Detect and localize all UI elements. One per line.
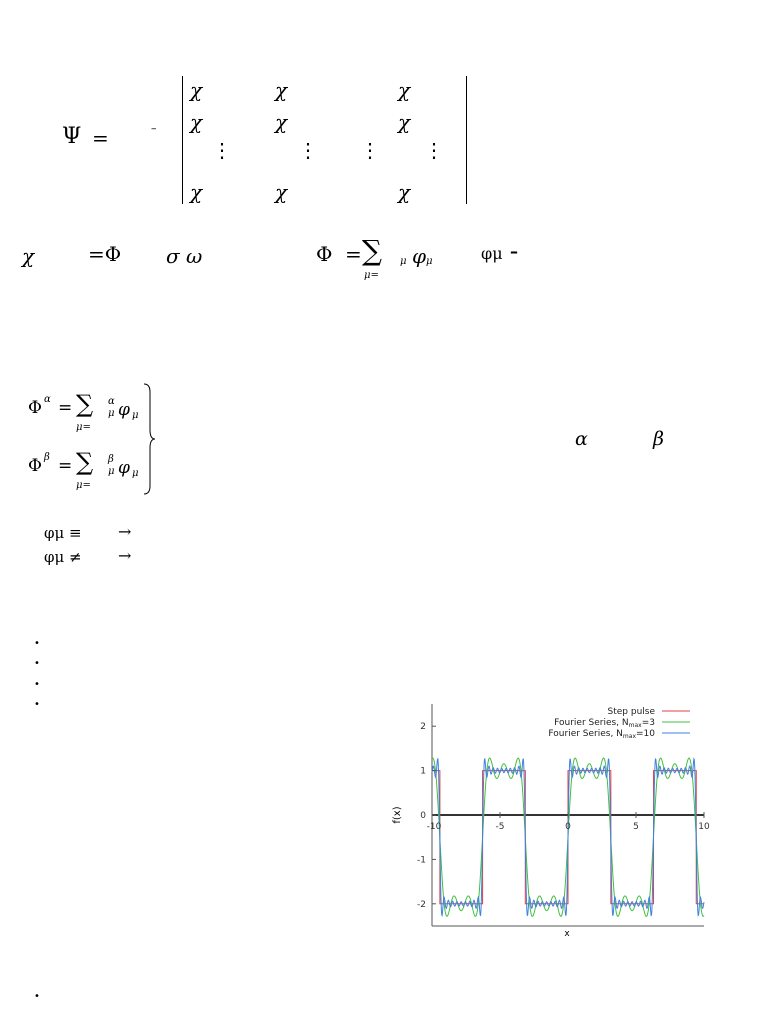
x-tick-label: -10 bbox=[426, 822, 442, 832]
matrix-entry: χ bbox=[275, 180, 288, 204]
phi-beta-superscript: β bbox=[44, 452, 50, 463]
coefficient-subscript: μ bbox=[108, 408, 115, 419]
vdots: ⋮ bbox=[424, 138, 444, 162]
phi-symbol: Φ bbox=[316, 242, 333, 266]
matrix-entry: χ bbox=[190, 78, 203, 102]
y-tick-label: -1 bbox=[417, 855, 426, 866]
coefficient-superscript: α bbox=[108, 396, 115, 407]
sum-lower-index: μ= bbox=[76, 422, 91, 433]
prefactor-fragment: – bbox=[151, 122, 157, 135]
equals-sign: = bbox=[58, 398, 73, 418]
x-tick-label: -5 bbox=[495, 822, 505, 832]
sum-symbol: ∑ bbox=[76, 448, 94, 476]
y-tick-label: 2 bbox=[420, 722, 426, 733]
basis-function: φ bbox=[118, 400, 130, 420]
arrow-icon: → bbox=[118, 546, 132, 565]
coefficient-subscript: μ bbox=[108, 466, 115, 477]
list-bullet: • bbox=[34, 638, 40, 649]
vdots: ⋮ bbox=[298, 138, 318, 162]
condition-not-equal: φμ ≠ bbox=[44, 548, 82, 566]
x-tick-label: 0 bbox=[565, 822, 571, 832]
matrix-entry: χ bbox=[398, 180, 411, 204]
phi-alpha: Φ bbox=[28, 398, 42, 418]
determinant-right-bar bbox=[466, 76, 467, 204]
phi-mu-label: φμ bbox=[481, 244, 503, 263]
chart-legend bbox=[548, 707, 690, 740]
fourier-series-chart bbox=[380, 690, 720, 950]
matrix-entry: χ bbox=[398, 110, 411, 134]
sum-symbol: ∑ bbox=[76, 390, 94, 418]
coefficient-superscript: β bbox=[108, 454, 114, 465]
arrow-icon: → bbox=[118, 522, 132, 541]
matrix-entry: χ bbox=[398, 78, 411, 102]
coefficient-subscript: μ bbox=[400, 256, 407, 267]
legend-label: Fourier Series, $N_{max}=10$ bbox=[548, 729, 655, 740]
vdots: ⋮ bbox=[212, 138, 232, 162]
x-axis-label: x bbox=[564, 929, 570, 939]
matrix-entry: χ bbox=[190, 180, 203, 204]
equals-phi: =Φ bbox=[88, 242, 122, 266]
basis-subscript: μ bbox=[132, 410, 139, 421]
right-brace bbox=[142, 382, 156, 496]
chi-symbol: χ bbox=[22, 244, 35, 268]
trailing-dash: – bbox=[510, 242, 518, 261]
beta-symbol: β bbox=[653, 428, 664, 450]
equals-sign: = bbox=[58, 456, 73, 476]
equals-sign: = bbox=[92, 126, 109, 150]
alpha-symbol: α bbox=[575, 428, 588, 450]
basis-function: φ bbox=[118, 458, 130, 478]
list-bullet: • bbox=[34, 658, 40, 669]
basis-function: φ bbox=[412, 244, 427, 268]
legend-label: Fourier Series, $N_{max}=3$ bbox=[554, 718, 655, 729]
sum-lower-index: μ= bbox=[76, 480, 91, 491]
basis-subscript: μ bbox=[426, 256, 433, 267]
determinant-left-bar bbox=[182, 76, 183, 204]
psi-symbol: Ψ bbox=[62, 124, 82, 149]
y-tick-label: 0 bbox=[420, 811, 426, 821]
sigma-omega: σ ω bbox=[166, 244, 203, 268]
x-tick-label: 5 bbox=[633, 822, 639, 832]
matrix-entry: χ bbox=[275, 78, 288, 102]
phi-alpha-superscript: α bbox=[44, 394, 51, 405]
y-axis-label: f(x) bbox=[392, 806, 403, 824]
matrix-entry: χ bbox=[190, 110, 203, 134]
x-tick-label: 10 bbox=[698, 822, 710, 832]
legend-label: Step pulse bbox=[607, 707, 655, 717]
equals-sign: = bbox=[345, 242, 362, 266]
y-tick-label: -2 bbox=[417, 899, 426, 910]
sum-lower-index: μ= bbox=[364, 270, 379, 281]
list-bullet: • bbox=[34, 699, 40, 710]
list-bullet: • bbox=[34, 679, 40, 690]
vdots: ⋮ bbox=[360, 138, 380, 162]
condition-equiv: φμ ≡ bbox=[44, 524, 82, 542]
matrix-entry: χ bbox=[275, 110, 288, 134]
chart-series bbox=[432, 758, 704, 916]
phi-beta: Φ bbox=[28, 456, 42, 476]
sum-symbol: ∑ bbox=[362, 234, 382, 267]
list-bullet: • bbox=[34, 991, 40, 1002]
y-tick-label: 1 bbox=[420, 766, 426, 777]
basis-subscript: μ bbox=[132, 468, 139, 479]
